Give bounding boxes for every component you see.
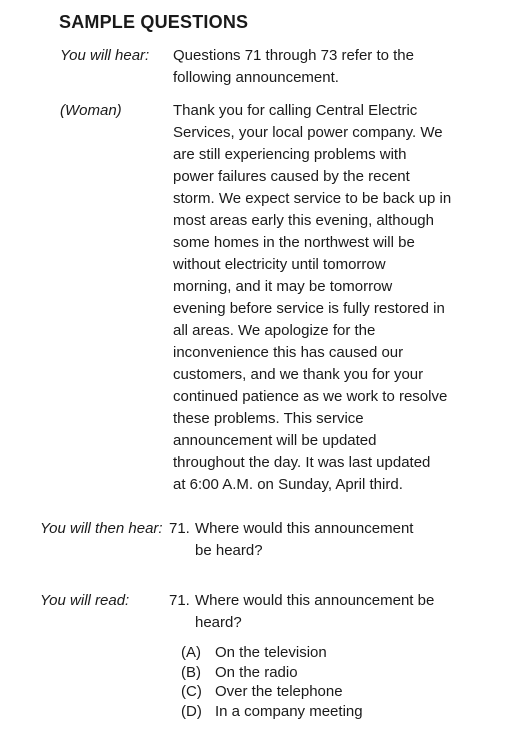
choice-text: On the radio [215,663,298,681]
choice-text: Over the telephone [215,683,343,700]
answer-choice-a [181,643,363,663]
choice-letter: (B) [181,663,201,681]
you-will-hear-label: You will hear: [60,47,150,64]
answer-choice-c [181,682,363,702]
announcement-text: Thank you for calling Central Electric Services, your local power company. We are still experiencing problems with power failures caused by the recent storm. We expect service to be back up in most areas early this evening, although some homes in the northwest will be without electricity until tomorrow morning, and it may be tomorrow evening before service is fully restored in all areas. We apologize for the inconvenience this has caused our customers, and we thank you for your continued patience as we work to resolve these problems. This service announcement will be updated throughout the day. It was last updated at 6:00 A.M. on Sunday, April third. [173,102,452,493]
answer-choices [181,643,363,721]
you-will-then-hear-label: You will then hear: [40,520,163,537]
read-question-text: Where would this announcement be heard? [195,592,435,631]
heard-question-number: 71. [169,520,190,537]
choice-letter: (D) [181,702,202,720]
choice-letter: (A) [181,644,201,661]
answer-choice-b [181,663,363,683]
choice-text: In a company meeting [215,702,363,720]
page-title: SAMPLE QUESTIONS [59,12,249,32]
read-question-number: 71. [169,592,190,609]
you-will-hear-text: Questions 71 through 73 refer to the following announcement. [173,47,414,86]
choice-letter: (C) [181,683,202,700]
choice-text: On the television [215,644,327,661]
speaker-label: (Woman) [60,102,122,119]
answer-choice-d [181,702,363,722]
you-will-read-label: You will read: [40,592,130,609]
heard-question-text: Where would this announcement be heard? [195,520,414,559]
